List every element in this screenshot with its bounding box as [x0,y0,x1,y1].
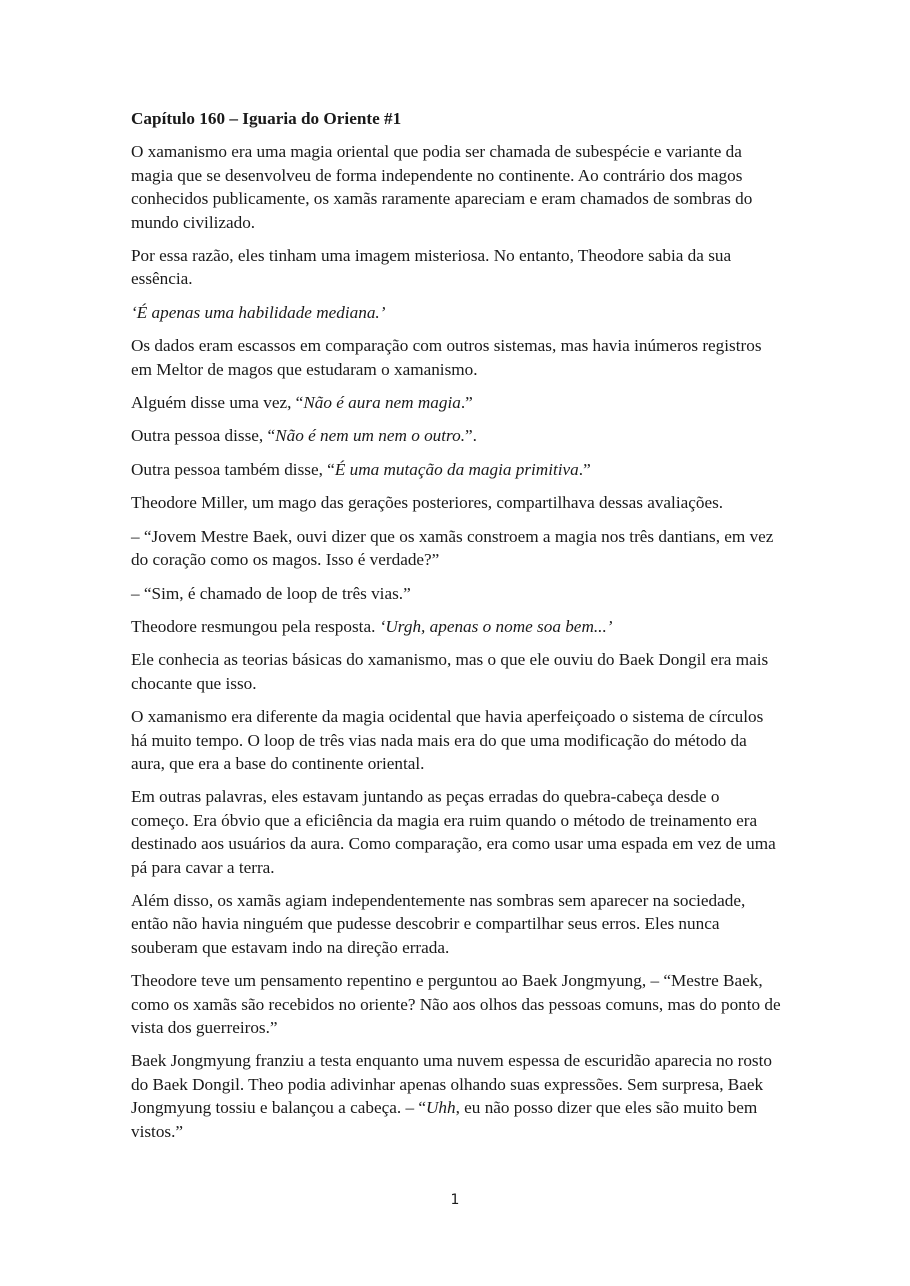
text-run: Outra pessoa também disse, “ [131,459,335,479]
document-body [131,107,781,1153]
italic-thought: ‘É apenas uma habilidade mediana.’ [131,302,386,322]
text-run: Alguém disse uma vez, “ [131,393,304,413]
italic-quote: Uhh [425,1098,456,1118]
paragraph: Ele conhecia as teorias básicas do xamanismo, mas o que ele ouviu do Baek Dongil era mais chocante que isso. [131,650,769,693]
text-run: .” [460,393,473,413]
paragraph: Além disso, os xamãs agiam independentemente nas sombras sem aparecer na sociedade, então não havia ninguém que pudesse descobrir e compartilhar seus erros. Eles nunca souberam que estavam indo na direção errada. [131,890,746,957]
paragraph: Por essa razão, eles tinham uma imagem misteriosa. No entanto, Theodore sabia da sua essência. [131,246,732,289]
paragraph [131,615,781,638]
paragraph: O xamanismo era uma magia oriental que podia ser chamada de subespécie e variante da magia que se desenvolveu de forma independente no continente. Ao contrário dos magos conhecidos publicamente, os xamãs raramente apareciam e eram chamados de sombras do mundo civilizado. [131,142,753,232]
text-run: ”. [465,426,477,446]
paragraph: Theodore teve um pensamento repentino e perguntou ao Baek Jongmyung, – “Mestre Baek, como os xamãs são recebidos no oriente? Não aos olhos das pessoas comuns, mas do ponto de vista dos guerreiros.” [131,971,781,1037]
paragraph [131,458,781,481]
text-run: Theodore resmungou pela resposta. [131,616,380,636]
page-number: 1 [450,1192,460,1208]
text-run: Outra pessoa disse, “ [131,426,276,446]
paragraph-italic [131,301,781,324]
italic-thought: ‘Urgh, apenas o nome soa bem...’ [379,616,613,636]
paragraph: Os dados eram escassos em comparação com outros sistemas, mas havia inúmeros registros em Meltor de magos que estudaram o xamanismo. [131,336,762,379]
paragraph: Em outras palavras, eles estavam juntando as peças erradas do quebra-cabeça desde o começo. Era óbvio que a eficiência da magia era ruim quando o método de treinamento era destinado aos usuários da aura. Como comparação, era como usar uma espada em vez de uma pá para cavar a terra. [131,787,776,877]
paragraph [131,424,781,447]
italic-quote: É uma mutação da magia primitiva [334,459,579,479]
paragraph [131,391,781,414]
paragraph: O xamanismo era diferente da magia ocidental que havia aperfeiçoado o sistema de círculos há muito tempo. O loop de três vias nada mais era do que uma modificação do método da aura, que era a base do continente oriental. [131,707,764,773]
paragraph: Theodore Miller, um mago das gerações posteriores, compartilhava dessas avaliações. [131,493,724,513]
text-run: , eu não posso dizer que eles são muito bem vistos.” [131,1098,758,1141]
paragraph [131,1049,781,1143]
chapter-title: Capítulo 160 – Iguaria do Oriente #1 [131,109,402,128]
paragraph: – “Sim, é chamado de loop de três vias.” [131,583,411,603]
text-run: Baek Jongmyung franziu a testa enquanto uma nuvem espessa de escuridão aparecia no rosto do Baek Dongil. Theo podia adivinhar apenas olhando suas expressões. Sem surpresa, Baek Jongmyung tossiu e balançou a cabeça. – “ [131,1051,772,1118]
italic-quote: Não é aura nem magia [303,393,461,413]
text-run: .” [578,459,591,479]
paragraph: – “Jovem Mestre Baek, ouvi dizer que os xamãs constroem a magia nos três dantians, em vez do coração como os magos. Isso é verdade?” [131,526,774,570]
italic-quote: Não é nem um nem o outro. [275,426,465,446]
